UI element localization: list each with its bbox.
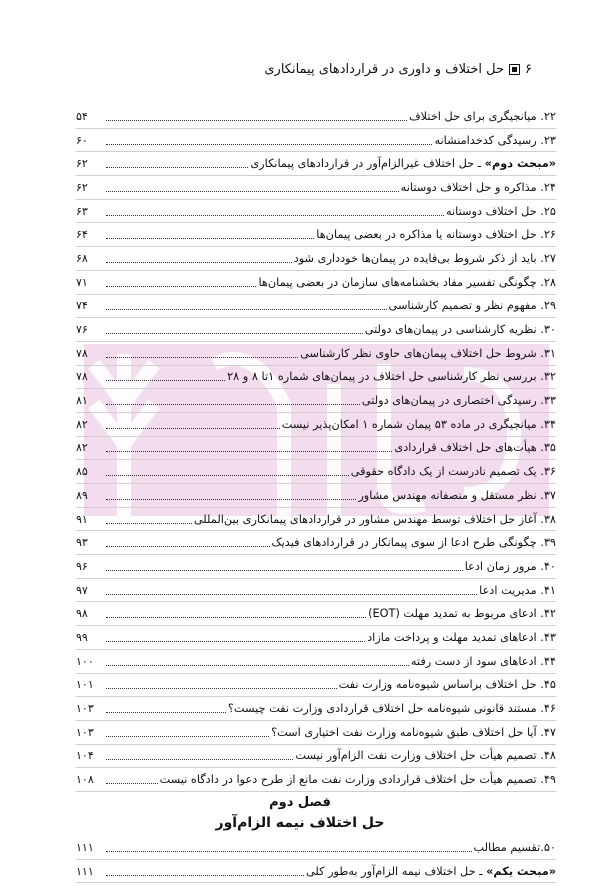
book-title: حل اختلاف و داوری در قراردادهای پیمانکاری (264, 62, 505, 77)
toc-entry-title (365, 323, 556, 336)
toc-entry-text: ۴۱. مدیریت ادعا (479, 583, 556, 597)
toc-entry[interactable] (76, 318, 556, 342)
toc-entry[interactable] (76, 674, 556, 698)
toc-entry-title (434, 134, 556, 147)
toc-entry-text: ـ حل اختلاف غیرالزام‌آور در قراردادهای پیمانکاری (250, 157, 485, 171)
toc-entry-text: ۲۷. باید از ذکر شروط بی‌فایده در پیمان‌ها خودداری شود (293, 251, 556, 265)
toc-page-number: ۹۶ (76, 559, 88, 573)
toc-page-number: ۷۶ (76, 323, 88, 337)
toc-entry-text: ۲۲. میانجیگری برای حل اختلاف (408, 109, 556, 123)
toc-entry[interactable] (76, 836, 556, 860)
dot-leader (106, 136, 432, 145)
toc-entry-title (282, 418, 556, 431)
toc-entry[interactable] (76, 366, 556, 390)
toc-entry-text: ۳۶. یک تصمیم نادرست از یک دادگاه حقوقی (350, 465, 556, 479)
dot-leader (106, 159, 248, 168)
toc-entry[interactable] (76, 697, 556, 721)
table-of-contents-continued (76, 836, 556, 883)
toc-entry-title (368, 607, 556, 620)
toc-entry-title (228, 702, 556, 715)
toc-entry[interactable] (76, 247, 556, 271)
toc-entry-title (411, 655, 556, 668)
toc-entry-title (446, 205, 556, 218)
toc-entry-title (295, 749, 556, 762)
toc-page-number: ۷۴ (76, 299, 88, 313)
dot-leader (106, 467, 349, 476)
dot-leader (106, 183, 399, 192)
section-label: «مبحث یکم» (486, 864, 556, 878)
toc-page-number: ۱۱۱ (76, 840, 94, 854)
toc-page-number: ۶۳ (76, 204, 88, 218)
toc-entry-title (474, 841, 556, 854)
running-header (264, 62, 532, 77)
toc-entry-text: ۳۵. هیأت‌های حل اختلاف قراردادی (394, 441, 556, 455)
toc-page-number: ۸۵ (76, 465, 88, 479)
dot-leader (106, 325, 363, 334)
dot-leader (106, 372, 225, 381)
dot-leader (106, 680, 337, 689)
dot-leader (106, 254, 292, 263)
toc-entry-text: ۳۸. آغاز حل اختلاف توسط مهندس مشاور در قراردادهای پیمانکاری بین‌المللی (193, 512, 556, 526)
toc-entry-title (394, 441, 556, 454)
toc-entry-title (300, 347, 556, 360)
toc-page-number: ۶۸ (76, 251, 88, 265)
toc-page-number: ۷۱ (76, 275, 88, 289)
toc-entry-text: ۴۲. ادعای مربوط به تمدید مهلت (EOT) (368, 607, 556, 621)
toc-entry-text: ۴۷. آیا حل اختلاف طبق شیوه‌نامه وزارت نفت اختیاری است؟ (271, 725, 556, 739)
toc-page-number: ۱۰۱ (76, 678, 94, 692)
toc-entry[interactable] (76, 721, 556, 745)
toc-entry[interactable] (76, 223, 556, 247)
toc-entry[interactable] (76, 860, 556, 884)
toc-page-number: ۹۷ (76, 583, 88, 597)
toc-entry[interactable] (76, 602, 556, 626)
toc-entry-title (409, 110, 556, 123)
toc-page-number: ۵۴ (76, 109, 88, 123)
toc-entry-text: ۴۵. حل اختلاف براساس شیوه‌نامه وزارت نفت (338, 678, 556, 692)
toc-entry[interactable] (76, 271, 556, 295)
dot-leader (106, 728, 269, 737)
dot-leader (106, 230, 314, 239)
toc-entry-text: ـ حل اختلاف نیمه الزام‌آور به‌طور کلی (305, 864, 487, 878)
toc-entry[interactable] (76, 745, 556, 769)
toc-entry-title (194, 513, 556, 526)
toc-entry-title (339, 678, 556, 691)
toc-entry[interactable] (76, 200, 556, 224)
toc-entry[interactable] (76, 342, 556, 366)
chapter-label: فصل دوم (269, 795, 331, 810)
toc-page-number: ۱۰۸ (76, 773, 94, 787)
toc-entry-title (358, 489, 556, 502)
toc-entry-title (250, 157, 556, 170)
toc-entry-text: ۴۰. مرور زمان ادعا (464, 559, 556, 573)
toc-entry[interactable] (76, 650, 556, 674)
toc-entry-text: ۴۸. تصمیم هیأت حل اختلاف وزارت نفت الزام‌آور نیست (295, 749, 556, 763)
dot-leader (106, 657, 409, 666)
dot-leader (106, 751, 293, 760)
dot-leader (106, 704, 226, 713)
toc-entry[interactable] (76, 413, 556, 437)
dot-leader (106, 586, 477, 595)
toc-entry-title (351, 465, 556, 478)
toc-entry-text: ۲۴. مذاکره و حل اختلاف دوستانه (400, 180, 556, 194)
toc-entry-text: ۳۱. شروط حل اختلاف پیمان‌های حاوی نظر کارشناسی (300, 346, 556, 360)
dot-leader (106, 491, 356, 500)
dot-leader (106, 538, 270, 547)
toc-entry-title (294, 252, 556, 265)
toc-entry-text: ۳۰. نظریه کارشناسی در پیمان‌های دولتی (364, 323, 556, 337)
toc-entry[interactable] (76, 105, 556, 129)
toc-entry[interactable] (76, 460, 556, 484)
toc-page-number: ۸۱ (76, 394, 88, 408)
toc-entry[interactable] (76, 555, 556, 579)
toc-entry-title (272, 536, 556, 549)
toc-page-number: ۹۹ (76, 630, 88, 644)
toc-entry-text: ۴۳. ادعاهای تمدید مهلت و پرداخت مازاد (367, 630, 556, 644)
chapter-title: حل اختلاف نیمه الزام‌آور (215, 815, 385, 831)
toc-entry-text: ۲۶. حل اختلاف دوستانه یا مذاکره در بعضی پیمان‌ها (316, 228, 556, 242)
toc-entry-title (227, 370, 556, 383)
dot-leader (106, 349, 298, 358)
toc-page-number: ۶۲ (76, 157, 88, 171)
toc-entry[interactable] (76, 295, 556, 319)
dot-leader (106, 207, 444, 216)
toc-entry[interactable] (76, 508, 556, 532)
toc-entry-title (401, 181, 556, 194)
toc-entry-text: ۵۰.تقسیم مطالب (473, 840, 556, 854)
toc-entry-text: ۴۶. مستند قانونی شیوه‌نامه حل اختلاف قراردادی وزارت نفت چیست؟ (227, 702, 556, 716)
toc-page-number: ۱۰۴ (76, 749, 94, 763)
toc-entry-text: ۳۳. رسیدگی اختصاری در پیمان‌های دولتی (361, 394, 556, 408)
dot-leader (106, 843, 472, 852)
toc-page-number: ۶۲ (76, 180, 88, 194)
toc-entry[interactable] (76, 389, 556, 413)
toc-entry-text: ۳۷. نظر مستقل و منصفانه مهندس مشاور (358, 488, 556, 502)
toc-entry[interactable] (76, 129, 556, 153)
toc-page-number: ۷۸ (76, 346, 88, 360)
toc-entry[interactable] (76, 768, 556, 792)
toc-entry-title (479, 584, 556, 597)
toc-entry-text: ۳۴. میانجیگری در ماده ۵۳ پیمان شماره ۱ امکان‌پذیر نیست (281, 417, 556, 431)
toc-page-number: ۱۰۳ (76, 725, 94, 739)
toc-entry[interactable] (76, 437, 556, 461)
page-number: ۶ (525, 62, 532, 77)
table-of-contents (76, 105, 556, 792)
toc-entry-text: ۳۲. بررسی نظر کارشناسی حل اختلاف در پیمان‌های شماره ۱تا ۸ و ۲۸ (227, 370, 556, 384)
toc-page-number: ۹۱ (76, 512, 88, 526)
toc-entry[interactable] (76, 176, 556, 200)
toc-entry-text: ۳۹. چگونگی طرح ادعا از سوی پیمانکار در قراردادهای فیدیک (271, 536, 556, 550)
toc-page-number: ۸۲ (76, 441, 88, 455)
toc-page-number: ۱۱۱ (76, 864, 94, 878)
toc-entry-text: ۴۴. ادعاهای سود از دست رفته (410, 654, 556, 668)
dot-leader (106, 112, 407, 121)
dot-leader (106, 867, 304, 876)
square-bullet-icon (509, 64, 520, 75)
toc-entry[interactable] (76, 531, 556, 555)
toc-entry-title (389, 299, 556, 312)
toc-page-number: ۹۳ (76, 536, 88, 550)
toc-entry-title (367, 631, 556, 644)
toc-entry-text: ۲۳. رسیدگی کدخدامنشانه (434, 133, 556, 147)
toc-entry-title (465, 560, 556, 573)
dot-leader (106, 278, 256, 287)
dot-leader (106, 420, 280, 429)
toc-entry[interactable] (76, 579, 556, 603)
toc-entry-title (306, 865, 556, 878)
toc-page-number: ۱۰۰ (76, 654, 94, 668)
toc-page-number: ۱۰۳ (76, 702, 94, 716)
toc-page-number: ۶۴ (76, 228, 88, 242)
toc-page-number: ۷۸ (76, 370, 88, 384)
toc-page-number: ۸۲ (76, 417, 88, 431)
toc-entry[interactable] (76, 484, 556, 508)
toc-page-number: ۸۹ (76, 488, 88, 502)
toc-entry-text: ۴۹. تصمیم هیأت حل اختلاف قراردادی وزارت نفت مانع از طرح دعوا در دادگاه نیست (159, 773, 556, 787)
toc-entry-title (271, 726, 556, 739)
toc-page-number: ۹۸ (76, 607, 88, 621)
dot-leader (106, 775, 158, 784)
toc-entry[interactable] (76, 152, 556, 176)
toc-entry-title (362, 394, 556, 407)
dot-leader (106, 301, 387, 310)
dot-leader (106, 515, 192, 524)
toc-page-number: ۶۰ (76, 133, 88, 147)
toc-entry-text: ۲۸. چگونگی تفسیر مفاد بخشنامه‌های سازمان در بعضی پیمان‌ها (258, 275, 556, 289)
toc-entry-text: ۲۵. حل اختلاف دوستانه (445, 204, 556, 218)
dot-leader (106, 562, 463, 571)
dot-leader (106, 443, 392, 452)
dot-leader (106, 633, 365, 642)
toc-entry-title (316, 228, 556, 241)
toc-entry-title (258, 276, 556, 289)
toc-entry-text: ۲۹. مفهوم نظر و تصمیم کارشناسی (388, 299, 556, 313)
dot-leader (106, 609, 366, 618)
toc-entry-title (160, 773, 556, 786)
toc-entry[interactable] (76, 626, 556, 650)
section-label: «مبحث دوم» (484, 157, 556, 171)
dot-leader (106, 396, 360, 405)
